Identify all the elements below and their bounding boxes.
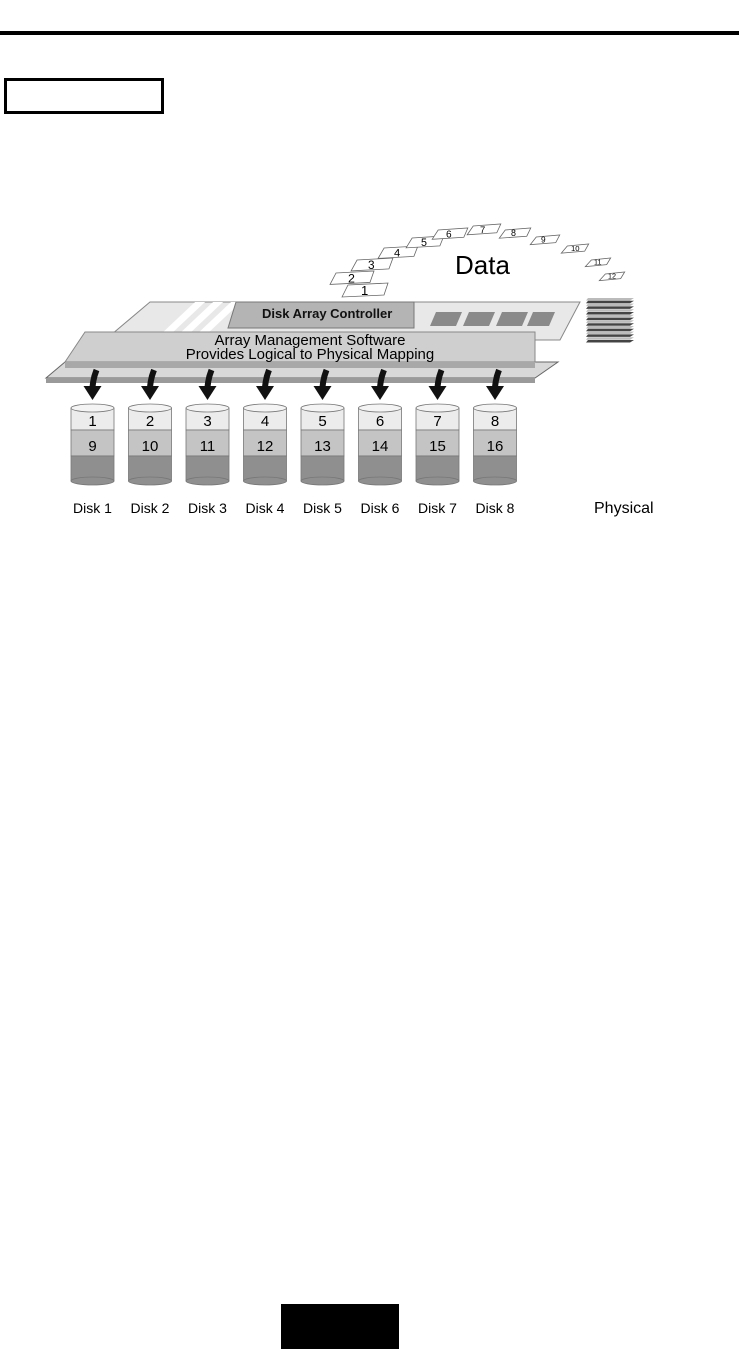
data-page: [561, 244, 588, 253]
data-page-number: 8: [511, 228, 516, 239]
disk-block-bottom: 11: [199, 438, 216, 455]
disk: [129, 370, 172, 516]
top-rule: [0, 31, 739, 35]
disk-block-bottom: 12: [256, 438, 274, 455]
stack-sheet: [586, 318, 634, 321]
stack-sheet: [586, 301, 634, 304]
stack-sheet: [586, 340, 634, 343]
stack-sheet: [586, 298, 634, 301]
arrow-head: [199, 386, 217, 400]
raid-diagram: [0, 190, 739, 530]
disk: [301, 370, 344, 516]
data-page: [585, 258, 610, 267]
data-page: [351, 258, 393, 272]
disk-label: Disk 2: [130, 500, 170, 516]
disk-label: Disk 7: [418, 500, 457, 516]
disk-block-bottom: 10: [141, 438, 159, 455]
stack-sheet: [586, 320, 634, 323]
disk-block-top: 7: [433, 413, 442, 430]
disk-block-bottom: 15: [429, 438, 446, 455]
data-page-number: 10: [571, 244, 580, 254]
disk-block-top: 5: [318, 413, 327, 430]
disk-block-bottom: 13: [314, 438, 331, 455]
disk-block-bottom: 14: [371, 438, 389, 455]
data-page-number: 9: [541, 234, 546, 245]
stack-sheet: [586, 315, 634, 318]
arrow-head: [141, 386, 159, 400]
disk-array: [71, 370, 517, 516]
data-page: [432, 228, 468, 240]
stack-sheet: [586, 326, 634, 329]
arrow-head: [314, 386, 332, 400]
disk-label: Disk 3: [188, 500, 227, 516]
disk-label: Disk 4: [245, 500, 285, 516]
stack-sheet: [586, 312, 634, 315]
data-page: [467, 224, 501, 236]
arrow-head: [486, 386, 504, 400]
disk-label: Disk 1: [73, 500, 112, 516]
stack-sheet: [586, 337, 634, 340]
data-page-number: 2: [348, 271, 355, 286]
stack-sheet: [586, 334, 634, 337]
data-page-number: 4: [394, 247, 401, 260]
stack-sheet: [586, 304, 634, 307]
disk-block-bottom: 16: [486, 438, 504, 455]
disk-block-top: 3: [203, 413, 212, 430]
data-page: [599, 272, 624, 281]
data-page-number: 3: [368, 257, 375, 272]
controller-label: Disk Array Controller: [262, 306, 393, 321]
page-number-tab: [281, 1304, 399, 1349]
stack-sheet: [586, 329, 634, 332]
stack-sheet: [586, 323, 634, 326]
disk-block-bottom: 9: [88, 438, 97, 455]
data-page-number: 6: [446, 229, 452, 241]
arrow-head: [256, 386, 274, 400]
data-page-number: 12: [608, 271, 616, 281]
data-page-number: 1: [361, 283, 369, 298]
disk-block-top: 4: [260, 413, 270, 430]
arrow-head: [429, 386, 447, 400]
data-page: [530, 235, 559, 245]
disk: [416, 370, 459, 516]
section-tab-box: [4, 78, 164, 114]
disk-block-top: 8: [490, 413, 500, 430]
stack-sheet: [586, 332, 634, 335]
disk: [359, 370, 402, 516]
disk-label: Disk 5: [303, 500, 342, 516]
stack-sheet: [586, 306, 634, 309]
software-line1: Array Management Software: [214, 332, 406, 349]
disk-block-top: 1: [88, 413, 97, 430]
disk: [71, 370, 114, 516]
disk-block-top: 6: [375, 413, 385, 430]
data-page-number: 7: [480, 224, 486, 236]
physical-label: Physical: [594, 500, 654, 517]
disk: [244, 370, 287, 516]
software-line2: Provides Logical to Physical Mapping: [185, 346, 435, 363]
data-page-number: 11: [594, 257, 602, 267]
data-page: [499, 228, 531, 238]
arrow-head: [84, 386, 102, 400]
disk: [186, 370, 229, 516]
disk-label: Disk 8: [475, 500, 515, 516]
data-label: Data: [455, 250, 510, 280]
disk: [474, 370, 517, 516]
data-page: [378, 246, 418, 259]
disk-label: Disk 6: [360, 500, 400, 516]
arrow-head: [371, 386, 389, 400]
disk-block-top: 2: [145, 413, 155, 430]
data-stack: [586, 298, 634, 343]
data-page-number: 5: [421, 236, 427, 249]
stack-sheet: [586, 309, 634, 312]
